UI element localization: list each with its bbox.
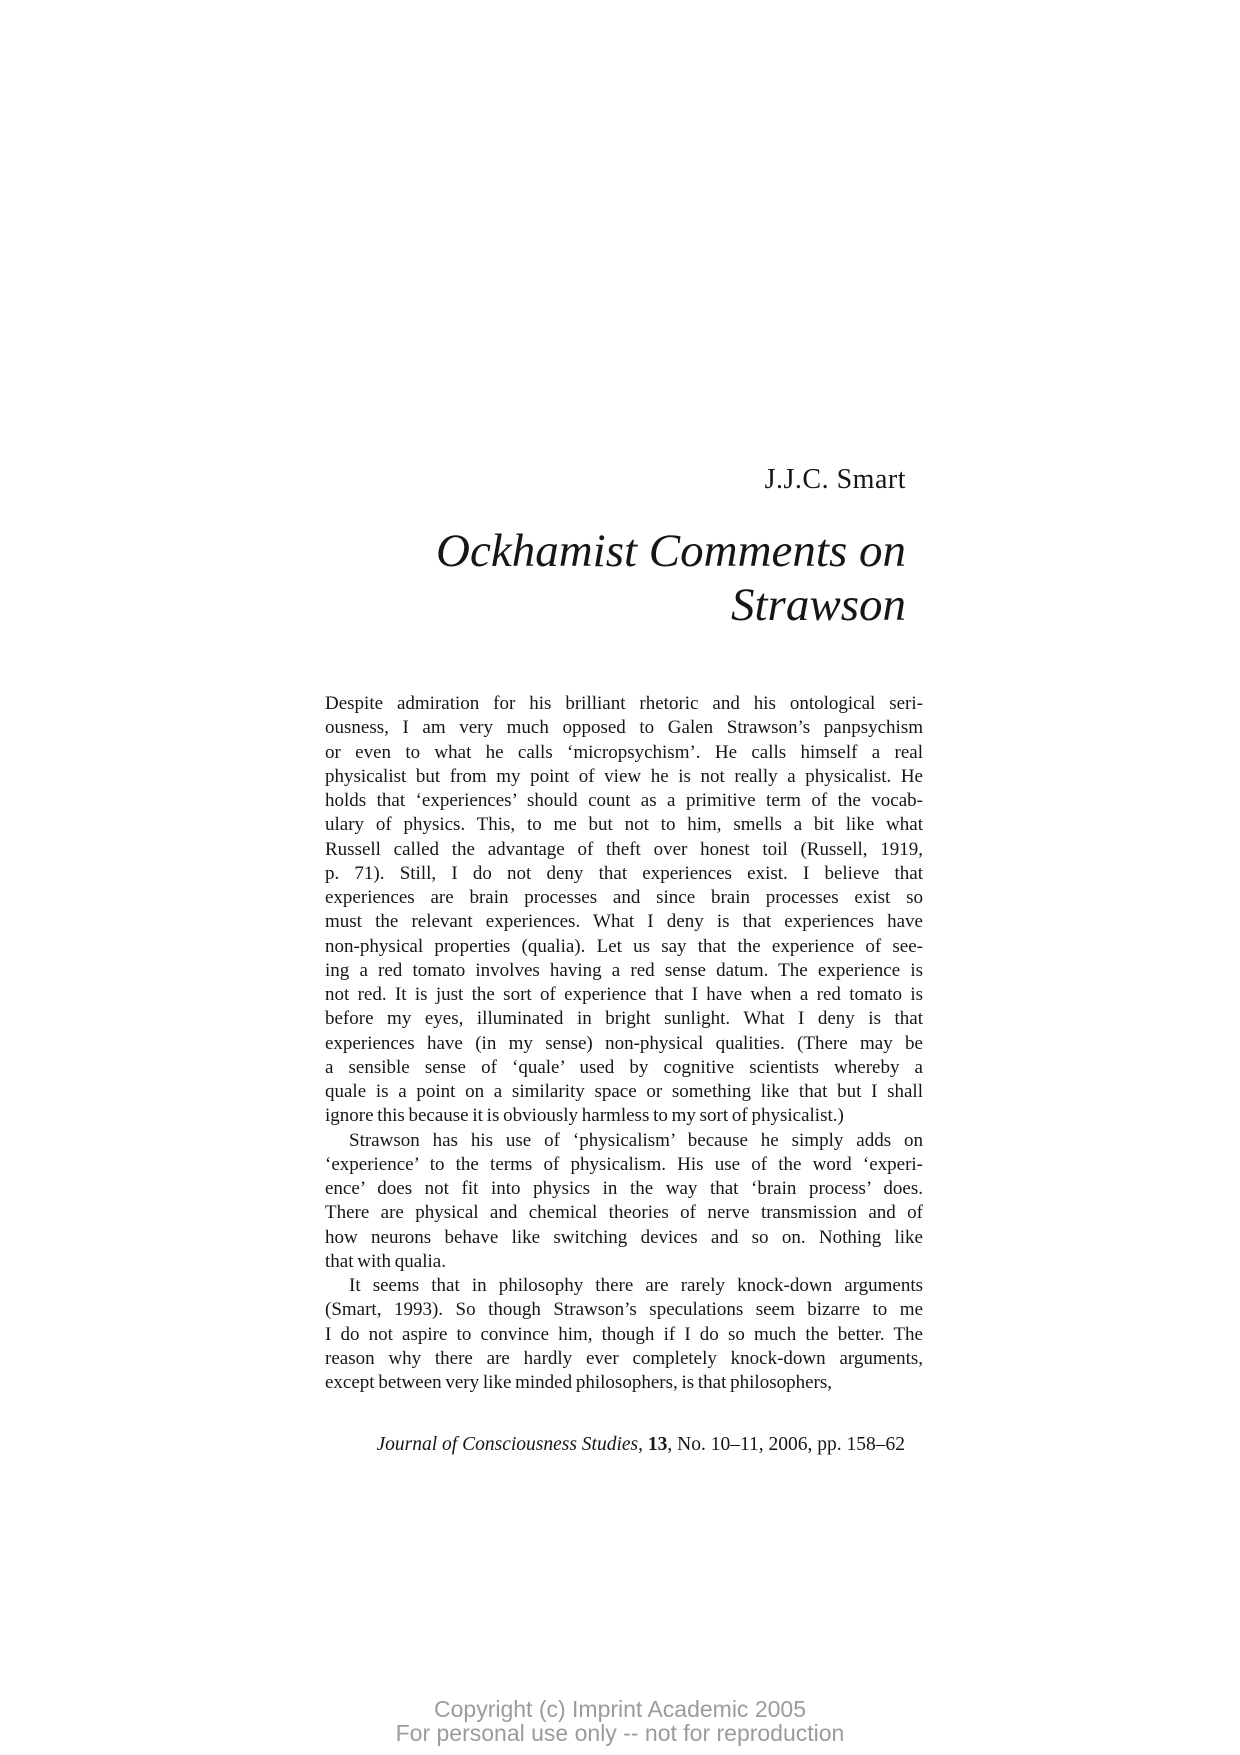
text-line: Despite admiration for his brilliant rhetoric and his ontological seri-	[325, 693, 923, 714]
text-line: experiences are brain processes and since brain processes exist so	[325, 887, 923, 908]
text-line: Strawson has his use of ‘physicalism’ because he simply adds on	[349, 1129, 923, 1151]
article-body	[325, 692, 923, 1395]
text-line: a sensible sense of ‘quale’ used by cognitive scientists whereby a	[325, 1056, 923, 1078]
text-line: ousness, I am very much opposed to Galen Strawson’s panpsychism	[325, 717, 923, 739]
text-line: ignore this because it is obviously harmless to my sort of physicalist.)	[325, 1105, 844, 1127]
article-title	[325, 524, 906, 632]
text-line: I do not aspire to convince him, though if I do so much the better. The	[325, 1323, 923, 1345]
text-line: that with qualia.	[325, 1250, 446, 1272]
text-line: (Smart, 1993). So though Strawson’s speculations seem bizarre to me	[325, 1299, 923, 1321]
text-line: not red. It is just the sort of experience that I have when a red tomato is	[325, 984, 923, 1005]
text-line: p. 71). Still, I do not deny that experiences exist. I believe that	[325, 862, 923, 884]
journal-citation	[325, 1433, 923, 1457]
text-line: ence’ does not fit into physics in the way that ‘brain process’ does.	[325, 1178, 923, 1199]
citation-part: 13	[647, 1434, 668, 1455]
text-line: ulary of physics. This, to me but not to him, smells a bit like what	[325, 814, 923, 836]
text-line: ‘experience’ to the terms of physicalism. His use of the word ‘experi-	[325, 1153, 923, 1175]
text-line: quale is a point on a similarity space or something like that but I shall	[325, 1081, 923, 1102]
text-line: There are physical and chemical theories of nerve transmission and of	[325, 1202, 923, 1224]
watermark-line: For personal use only -- not for reproduction	[395, 1720, 845, 1746]
text-line: how neurons behave like switching devices and so on. Nothing like	[325, 1226, 923, 1248]
text-line: except between very like minded philosophers, is that philosophers,	[325, 1372, 832, 1393]
citation-part: Journal of Consciousness Studies	[376, 1434, 639, 1455]
text-line: holds that ‘experiences’ should count as a primitive term of the vocab-	[325, 790, 923, 811]
text-line: It seems that in philosophy there are rarely knock-down arguments	[349, 1275, 923, 1296]
text-line: experiences have (in my sense) non-physical qualities. (There may be	[325, 1032, 923, 1054]
text-line: reason why there are hardly ever completely knock-down arguments,	[325, 1347, 923, 1369]
text-line: must the relevant experiences. What I deny is that experiences have	[325, 911, 923, 933]
text-line: physicalist but from my point of view he is not really a physicalist. He	[325, 765, 923, 787]
text-line: before my eyes, illuminated in bright sunlight. What I deny is that	[325, 1008, 923, 1030]
author-name: J.J.C. Smart	[764, 464, 906, 495]
article-title-line-1: Ockhamist Comments on	[436, 525, 906, 577]
citation-part: ,	[638, 1434, 648, 1455]
article-title-line-2: Strawson	[731, 579, 906, 631]
text-line: or even to what he calls ‘micropsychism’. He calls himself a real	[325, 741, 923, 763]
citation-part: , No. 10–11, 2006, pp. 158–62	[667, 1434, 905, 1455]
copyright-watermark	[0, 1697, 1240, 1745]
text-line: Russell called the advantage of theft over honest toil (Russell, 1919,	[325, 838, 923, 860]
watermark-line: Copyright (c) Imprint Academic 2005	[434, 1696, 806, 1722]
text-line: ing a red tomato involves having a red sense datum. The experience is	[325, 959, 923, 981]
text-line: non-physical properties (qualia). Let us say that the experience of see-	[325, 935, 923, 957]
